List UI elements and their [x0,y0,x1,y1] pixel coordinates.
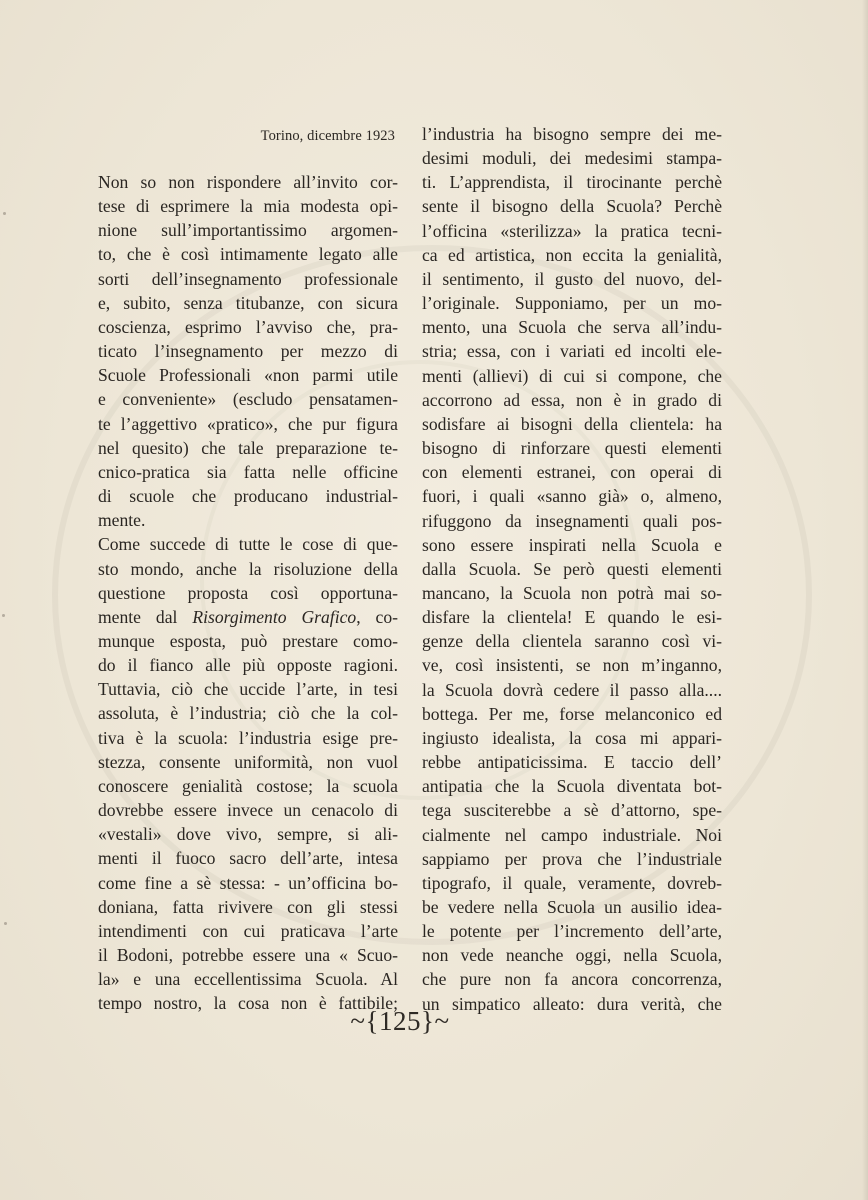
text-line: tempo nostro, la cosa non è fattibile; [98,993,398,1014]
text-line: Scuole Professionali «non parmi utile [98,365,398,386]
text-line: accorrono ad essa, non è in grado di [422,389,722,410]
text-line: sorti dell’insegnamento professionale [98,268,398,289]
text-line: bisogno di rinforzare questi elementi [422,438,722,459]
italic-title: Risorgimento Grafico [192,606,357,627]
text-line: conoscere genialità costose; la scuola [98,775,398,796]
text-line: menti il fuoco sacro dell’arte, intesa [98,848,398,869]
text-line: ve, così insistenti, se non m’inganno, [422,655,722,676]
text-line: dalla Scuola. Se però questi elementi [422,558,722,579]
text-line: e conveniente» (escludo pensatamen- [98,389,398,410]
text-line: Tuttavia, ciò che uccide l’arte, in tesi [98,679,398,700]
text-line-with-italic [98,605,398,629]
text-line: l’industria ha bisogno sempre dei me- [422,124,722,144]
text-line: desimi moduli, dei medesimi stampa- [422,148,722,169]
text-line: sodisfare ai bisogni della clientela: ha [422,413,722,434]
text-line: il sentimento, il gusto del nuovo, del- [422,268,722,289]
text-line: sto mondo, anche la risoluzione della [98,558,398,579]
text-line: tega susciterebbe a sè d’attorno, spe- [422,800,722,821]
text-line: stria; essa, con i variati ed incolti ele- [422,341,722,362]
text-line: la Scuola dovrà cedere il passo alla.... [422,679,722,700]
text-line: un simpatico alleato: dura verità, che [422,993,722,1014]
text-line: menti (allievi) di cui si compone, che [422,365,722,386]
text-line: doniana, fatta rivivere con gli stessi [98,896,398,917]
text-line: fuori, i quali «sanno già» o, almeno, [422,486,722,507]
text-line: stezza, consente uniformità, non vuol [98,751,398,772]
text-line: munque esposta, può prestare como- [98,630,398,651]
text-line: tese di esprimere la mia modesta opi- [98,196,398,217]
text-line: cialmente nel campo industriale. Noi [422,824,722,845]
text-line: la» e una eccellentissima Scuola. Al [98,969,398,990]
text-line: bottega. Per me, forse melanconico ed [422,703,722,724]
text-line: tipografo, il quale, veramente, dovreb- [422,872,722,893]
text-line: l’officina «sterilizza» la pratica tecni- [422,220,722,241]
text-line: to, che è così intimamente legato alle [98,244,398,265]
text-line: il Bodoni, potrebbe essere una « Scuo- [98,945,398,965]
scan-speck [4,922,7,925]
right-text-column [422,122,722,1016]
text-line: dovrebbe essere invece un cenacolo di [98,800,398,821]
page-edge-shadow [862,0,868,1200]
text-line: ticato l’insegnamento per mezzo di [98,341,398,362]
text-line: «vestali» dove vivo, sempre, si ali- [98,824,398,845]
text-line: nel quesito) che tale preparazione te- [98,437,398,458]
text-line: le potente per l’incremento dell’arte, [422,921,722,942]
text-line: questione proposta così opportuna- [98,582,398,603]
text-line: te l’aggettivo «pratico», che pur figura [98,413,398,434]
text-line: Non so non rispondere all’invito cor- [98,172,398,192]
text-line: be vedere nella Scuola un ausilio idea- [422,897,722,917]
text-line: l’originale. Supponiamo, per un mo- [422,293,722,314]
text-line: mancano, la Scuola non potrà mai so- [422,582,722,603]
scan-speck [2,614,5,617]
text-line: sappiamo per prova che l’industriale [422,848,722,869]
text-line: di scuole che producano industrial- [98,486,398,507]
left-text-column [98,170,398,1015]
text-line: come fine a sè stessa: - un’officina bo- [98,872,398,893]
text-line: ti. L’apprendista, il tirocinante perchè [422,172,722,193]
text-line: rifuggono da insegnamenti quali pos- [422,510,722,531]
text-line: coscienza, esprimo l’avviso che, pra- [98,316,398,337]
text-line: ingiusto idealista, la cosa mi appari- [422,727,722,748]
text-line: e, subito, senza titubanze, con sicura [98,292,398,313]
text-line: mente. [98,510,146,531]
text-line: che pure non fa ancora concorrenza, [422,969,722,990]
text-line: nione sull’importantissimo argomen- [98,220,398,241]
text-line: non vede neanche oggi, nella Scuola, [422,945,722,966]
scan-speck [3,212,6,215]
text-line: cnico-pratica sia fatta nelle officine [98,461,398,482]
page-number: ~{125}~ [350,1006,450,1036]
text-line: mento, una Scuola che serva all’indu- [422,317,722,338]
text-line: con elementi estranei, con operai di [422,462,722,483]
text-line: intendimenti con cui praticava l’arte [98,920,398,941]
text-line: sono essere inspirati nella Scuola e [422,534,722,555]
text-fragment: , co- [356,606,398,627]
dateline: Torino, dicembre 1923 [260,128,395,144]
text-line: do il fianco alle più opposte ragioni. [98,655,398,676]
text-line: tiva è la scuola: l’industria esige pre- [98,727,398,748]
text-line: ca ed artistica, non eccita la genialità, [422,244,722,265]
text-line: assoluta, è l’industria; ciò che la col- [98,703,398,724]
text-line: disfare la clientela! E quando le esi- [422,607,722,628]
text-line: antipatia che la Scuola diventata bot- [422,776,722,797]
text-line: rebbe antipaticissima. E taccio dell’ [422,752,722,773]
text-fragment: mente dal [98,606,193,627]
text-line: sente il bisogno della Scuola? Perchè [422,196,722,217]
text-line: genze della clientela saranno così vi- [422,631,722,652]
text-line: Come succede di tutte le cose di que- [98,534,398,555]
